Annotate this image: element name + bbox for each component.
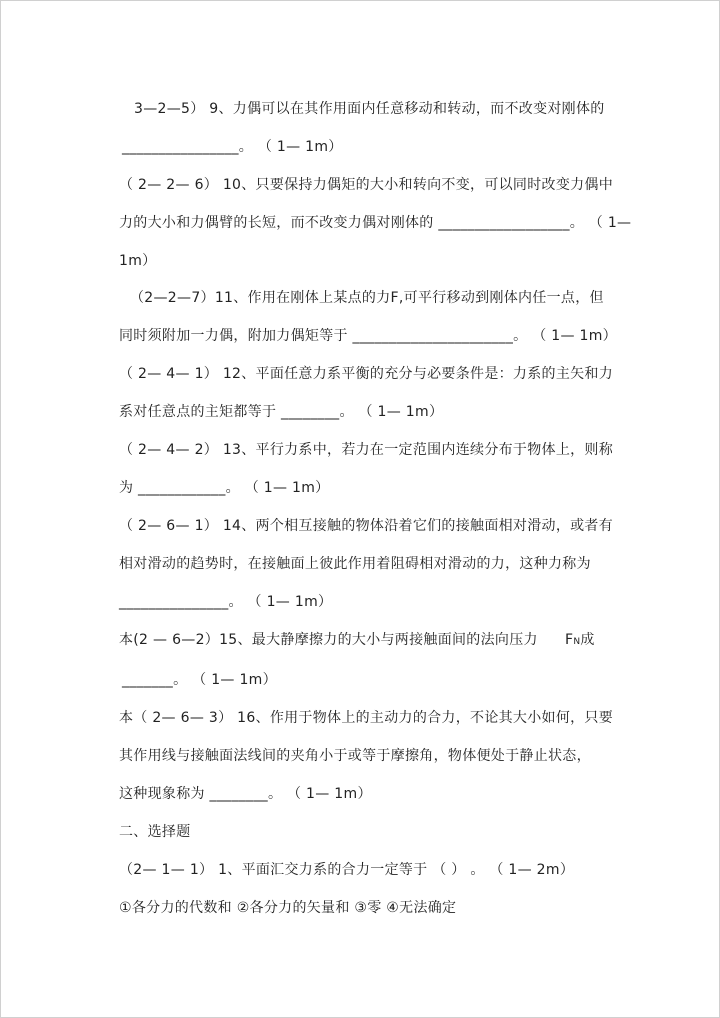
q13-line2: 为 ____________。 （ 1— 1m） bbox=[119, 480, 330, 496]
q16-line1: 本（ 2— 6— 3） 16、作用于物体上的主动力的合力，不论其大小如何，只要 bbox=[119, 710, 614, 726]
q15-line1: 本(2 — 6—2）15、最大静摩擦力的大小与两接触面间的法向压力 bbox=[119, 632, 538, 648]
q16-line2: 其作用线与接触面法线间的夹角小于或等于摩擦角，物体便处于静止状态， bbox=[119, 748, 591, 764]
q10-line3: 1m） bbox=[119, 253, 157, 269]
choice1-line1: （2— 1— 1） 1、平面汇交力系的合力一定等于 （ ） 。 （ 1— 2m） bbox=[119, 862, 575, 878]
q15-fn-suffix: 成 bbox=[580, 632, 595, 648]
q9-line1: 3—2—5） 9、力偶可以在其作用面内任意移动和转动，而不改变对刚体的 bbox=[134, 101, 605, 117]
q13-line1: （ 2— 4— 2） 13、平行力系中，若力在一定范围内连续分布于物体上，则称 bbox=[119, 442, 614, 458]
q10-line2: 力的大小和力偶臂的长短，而不改变力偶对刚体的 __________________。 （ 1— bbox=[119, 215, 632, 231]
q12-line1: （ 2— 4— 1） 12、平面任意力系平衡的充分与必要条件是：力系的主矢和力 bbox=[119, 366, 614, 382]
q16-line3: 这种现象称为 ________。 （ 1— 1m） bbox=[119, 786, 372, 802]
q9-line2: ________________。 （ 1— 1m） bbox=[122, 139, 343, 155]
q11-line2: 同时须附加一力偶，附加力偶矩等于 ______________________。 （ 1— 1m） bbox=[119, 328, 617, 344]
q15-line2: _______。 （ 1— 1m） bbox=[122, 672, 277, 688]
q15-fn bbox=[565, 631, 595, 651]
q14-line3: _______________。 （ 1— 1m） bbox=[119, 594, 333, 610]
q12-line2: 系对任意点的主矩都等于 ________。 （ 1— 1m） bbox=[119, 404, 444, 420]
q10-line1: （ 2— 2— 6） 10、只要保持力偶矩的大小和转向不变，可以同时改变力偶中 bbox=[119, 177, 614, 193]
q14-line2: 相对滑动的趋势时，在接触面上彼此作用着阻碍相对滑动的力，这种力称为 bbox=[119, 556, 591, 572]
q14-line1: （ 2— 6— 1） 14、两个相互接触的物体沿着它们的接触面相对滑动，或者有 bbox=[119, 518, 614, 534]
section-title: 二、选择题 bbox=[119, 824, 191, 840]
q11-line1: （2—2—7）11、作用在刚体上某点的力F,可平行移动到刚体内任一点，但 bbox=[130, 290, 604, 306]
q15-fn-f: F bbox=[565, 632, 574, 648]
q15-fn-n: N bbox=[573, 637, 581, 647]
choice1-options: ①各分力的代数和 ②各分力的矢量和 ③零 ④无法确定 bbox=[119, 900, 457, 916]
